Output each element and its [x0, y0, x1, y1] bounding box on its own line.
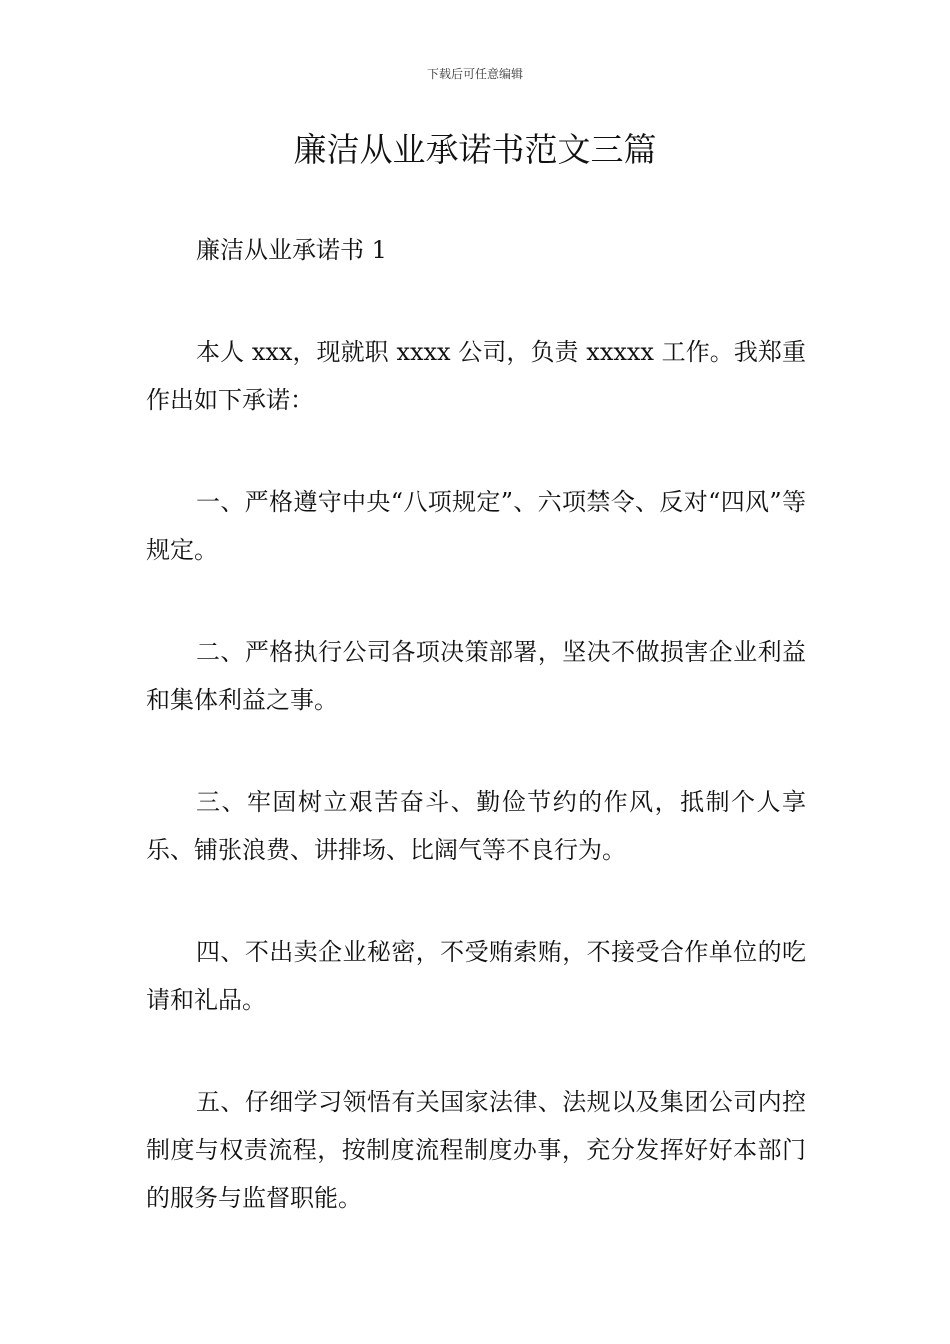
paragraph-item-3: 三、牢固树立艰苦奋斗、勤俭节约的作风，抵制个人享乐、铺张浪费、讲排场、比阔气等不良行为。 — [146, 788, 806, 864]
paragraph-intro: 本人 xxx，现就职 xxxx 公司，负责 xxxxx 工作。我郑重作出如下承诺： — [146, 338, 806, 414]
paragraph-item-5: 五、仔细学习领悟有关国家法律、法规以及集团公司内控制度与权责流程，按制度流程制度办事，充分发挥好好本部门的服务与监督职能。 — [146, 1088, 806, 1212]
document-title: 廉洁从业承诺书范文三篇 — [293, 130, 657, 169]
document-body — [146, 226, 806, 1222]
paragraph-item-1: 一、严格遵守中央“八项规定”、六项禁令、反对“四风”等规定。 — [146, 488, 806, 564]
paragraph-item-4: 四、不出卖企业秘密，不受贿索贿，不接受合作单位的吃请和礼品。 — [146, 938, 806, 1014]
section-subtitle: 廉洁从业承诺书 1 — [196, 236, 387, 264]
header-note: 下载后可任意编辑 — [426, 67, 523, 81]
paragraph-item-2: 二、严格执行公司各项决策部署，坚决不做损害企业利益和集体利益之事。 — [146, 638, 806, 714]
